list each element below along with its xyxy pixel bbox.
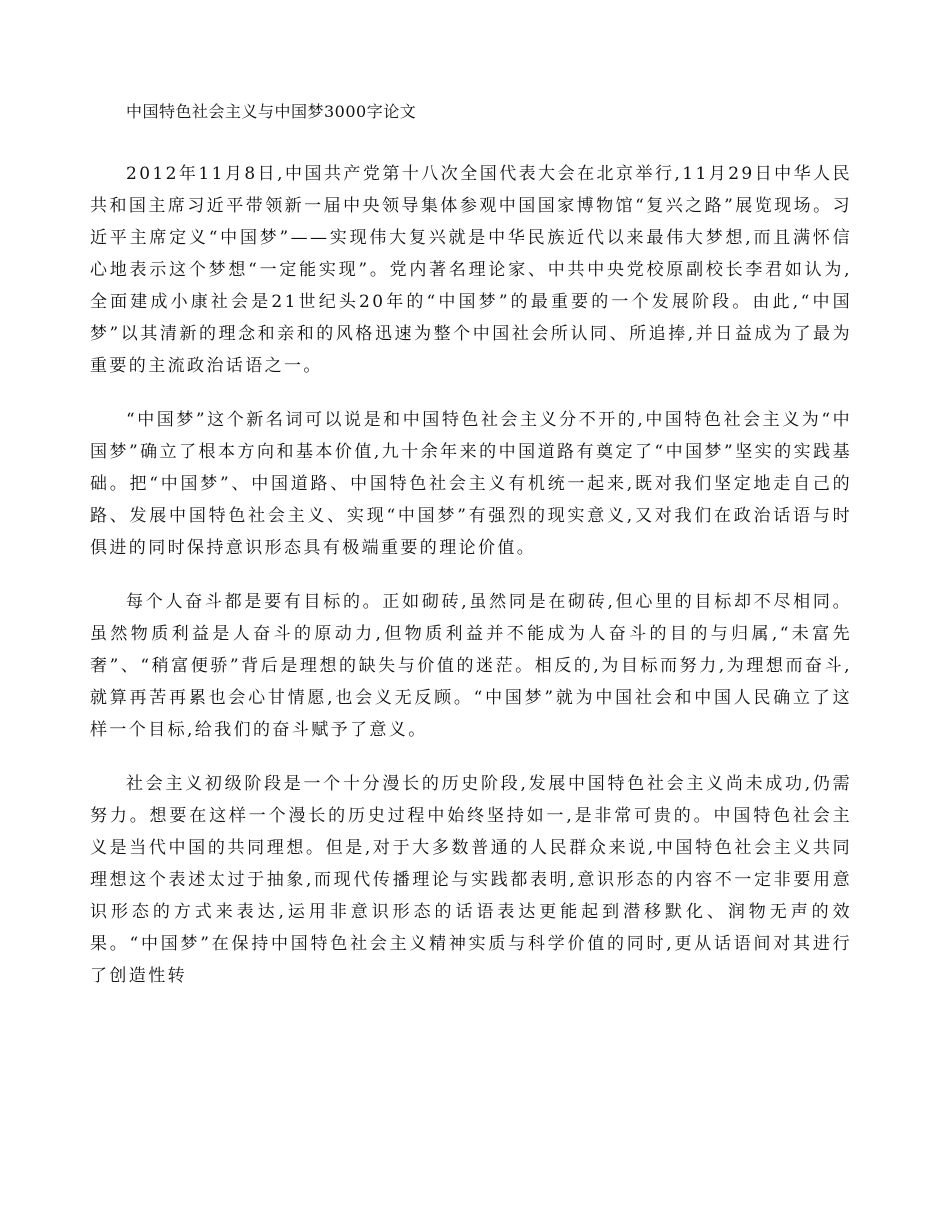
paragraph-1: 2012年11月8日,中国共产党第十八次全国代表大会在北京举行,11月29日中华人民共和国主席习近平带领新一届中央领导集体参观中国国家博物馆“复兴之路”展览现场。习近平主席定义“中国梦”——实现伟大复兴就是中华民族近代以来最伟大梦想,而且满怀信心地表示这个梦想“一定能实现”。党内著名理论家、中共中央党校原副校长李君如认为,全面建成小康社会是21世纪头20年的“中国梦”的最重要的一个发展阶段。由此,“中国梦”以其清新的理念和亲和的风格迅速为整个中国社会所认同、所追捧,并日益成为了最为重要的主流政治话语之一。 (90, 164, 852, 376)
paragraph-4: 社会主义初级阶段是一个十分漫长的历史阶段,发展中国特色社会主义尚未成功,仍需努力。想要在这样一个漫长的历史过程中始终坚持如一,是非常可贵的。中国特色社会主义是当代中国的共同理想。但是,对于大多数普通的人民群众来说,中国特色社会主义共同理想这个表述太过于抽象,而现代传播理论与实践都表明,意识形态的内容不一定非要用意识形态的方式来表达,运用非意识形态的话语表达更能起到潜移默化、润物无声的效果。“中国梦”在保持中国特色社会主义精神实质与科学价值的同时,更从话语间对其进行了创造性转 (90, 774, 852, 986)
document-title: 中国特色社会主义与中国梦3000字论文 (126, 102, 417, 121)
paragraph-2: “中国梦”这个新名词可以说是和中国特色社会主义分不开的,中国特色社会主义为“中国梦”确立了根本方向和基本价值,九十余年来的中国道路有奠定了“中国梦”坚实的实践基础。把“中国梦”、中国道路、中国特色社会主义有机统一起来,既对我们坚定地走自己的路、发展中国特色社会主义、实现“中国梦”有强烈的现实意义,又对我们在政治话语与时俱进的同时保持意识形态具有极端重要的理论价值。 (90, 410, 852, 558)
document-page (90, 96, 852, 1014)
paragraph-3: 每个人奋斗都是要有目标的。正如砌砖,虽然同是在砌砖,但心里的目标却不尽相同。虽然物质利益是人奋斗的原动力,但物质利益并不能成为人奋斗的目的与归属,“未富先奢”、“稍富便骄”背后是理想的缺失与价值的迷茫。相反的,为目标而努力,为理想而奋斗,就算再苦再累也会心甘情愿,也会义无反顾。“中国梦”就为中国社会和中国人民确立了这样一个目标,给我们的奋斗赋予了意义。 (90, 592, 852, 740)
